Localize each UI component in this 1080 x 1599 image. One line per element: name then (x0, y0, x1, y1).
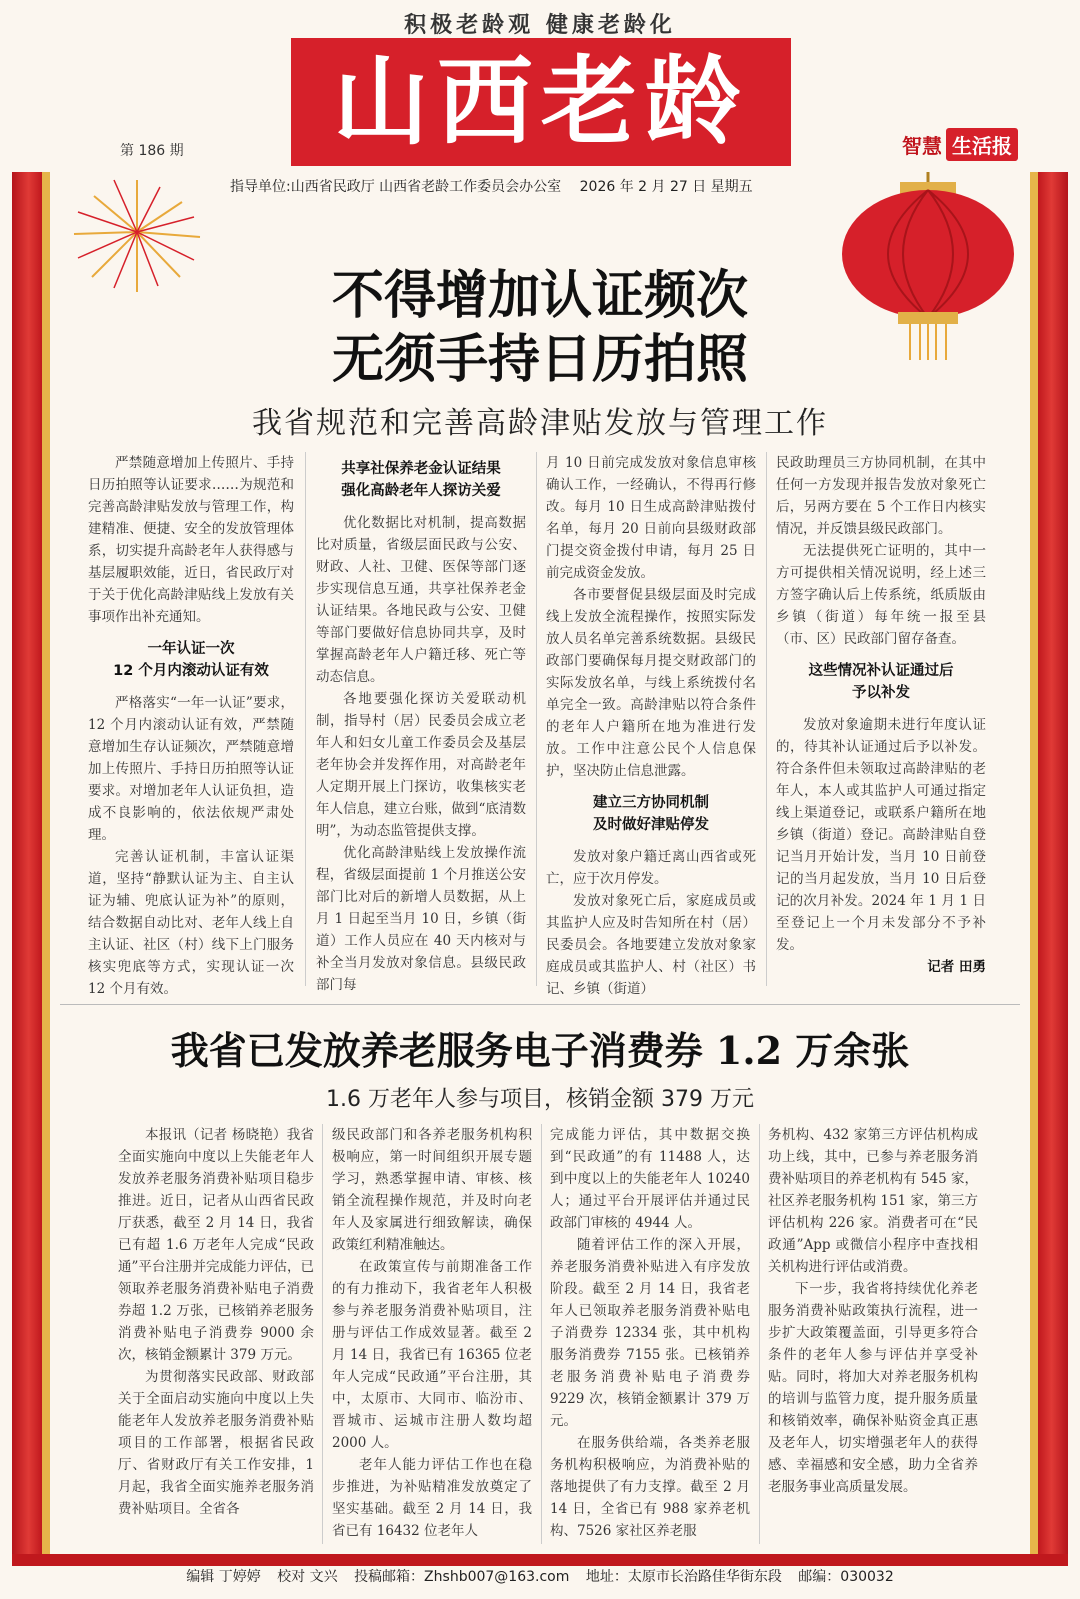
footer-address: 地址：太原市长治路佳华街东段 (585, 1569, 782, 1585)
frame-bottom (12, 1554, 1068, 1566)
frame-inner-right (1030, 172, 1038, 1562)
subheading: 一年认证一次 12 个月内滚动认证有效 (113, 641, 269, 679)
issue-number: 第 186 期 (120, 143, 184, 159)
article2-subtitle: 1.6 万老年人参与项目，核销金额 379 万元 (326, 1087, 754, 1112)
footer-proofreader: 校对 文兴 (277, 1569, 338, 1585)
paragraph: 完善认证机制，丰富认证渠道，坚持“静默认证为主、自主认证为辅、兜底认证为补”的原则，结合数据自动比对、老年人线上自主认证、社区（村）线下上门服务核实兜底等方式，实现认证一次 12 个月有效。 (88, 849, 294, 997)
column-divider (536, 452, 537, 986)
article2-column-1 (118, 1124, 314, 1520)
article2-column-4 (768, 1124, 978, 1498)
masthead-title-box (291, 38, 791, 166)
article1-column-3 (546, 452, 756, 1000)
article1-column-2 (316, 452, 526, 996)
paragraph: 严禁随意增加上传照片、手持日历拍照等认证要求……为规范和完善高龄津贴发放与管理工作，构建精准、便捷、安全的发放管理体系，切实提升高龄老年人获得感与基层履职效能，近日，省民政厅对于关于优化高龄津贴线上发放有关事项作出补充通知。 (88, 455, 294, 625)
sponsor-text: 指导单位:山西省民政厅 山西省老龄工作委员会办公室 (230, 179, 562, 195)
column-divider (322, 1124, 323, 1544)
paragraph: 优化高龄津贴线上发放操作流程，省级层面提前 1 个月推送公安部门比对后的新增人员数据，从上月 1 日起至当月 10 日，乡镇（街道）工作人员应在 40 天内核对与补全当月发放对象信息。县级民政部门每 (316, 845, 526, 993)
article1-subtitle: 我省规范和完善高龄津贴发放与管理工作 (252, 406, 828, 441)
brand-zhihui: 智慧 (902, 134, 942, 158)
paragraph: 各市要督促县级层面及时完成线上发放全流程操作，按照实际发放人员名单完善系统数据。县级民政部门要确保每月提交财政部门的实际发放名单，与线上系统拨付名单完全一致。高龄津贴以符合条件的老年人户籍所在地为准进行发放。工作中注意公民个人信息保护，坚决防止信息泄露。 (546, 587, 756, 779)
paragraph: 在服务供给端，各类养老服务机构积极响应，为消费补贴的落地提供了有力支撑。截至 2 月 14 日，全省已有 988 家养老机构、7526 家社区养老服 (550, 1435, 750, 1539)
info-line (230, 176, 767, 196)
paragraph: 随着评估工作的深入开展，养老服务消费补贴进入有序发放阶段。截至 2 月 14 日，我省老年人已领取养老服务消费补贴电子消费券 12334 张，其中机构服务消费券 7155 张。已核销养老服务消费补贴电子消费券 9229 次，核销金额累计 379 万元。 (550, 1237, 750, 1429)
paragraph: 民政助理员三方协同机制，在其中任何一方发现并报告发放对象死亡后，另两方要在 5 个工作日内核实情况，并反馈县级民政部门。 (776, 455, 986, 537)
paragraph: 老年人能力评估工作也在稳步推进，为补贴精准发放奠定了坚实基础。截至 2 月 14 日，我省已有 16432 位老年人 (332, 1457, 532, 1539)
article1-column-4 (776, 452, 986, 978)
article2-column-2 (332, 1124, 532, 1542)
column-divider (305, 452, 306, 986)
newspaper-title: 山西老龄 (333, 45, 749, 158)
section-divider (60, 1004, 1020, 1005)
article2-column-3 (550, 1124, 750, 1542)
subheading: 这些情况补认证通过后 予以补发 (808, 663, 954, 701)
column-divider (541, 1124, 542, 1544)
paragraph: 各地要强化探访关爱联动机制，指导村（居）民委员会成立老年人和妇女儿童工作委员会及基层老年协会并发挥作用，对高龄老年人定期开展上门探访，收集核实老年人信息，建立台账，做到“底清数明”，为动态监管提供支撑。 (316, 691, 526, 839)
paragraph: 发放对象户籍迁离山西省或死亡，应于次月停发。 (546, 849, 756, 887)
masthead-slogan: 积极老龄观 健康老龄化 (404, 12, 676, 38)
footer (0, 1566, 1080, 1586)
article1-column-1 (88, 452, 294, 1000)
paragraph: 严格落实“一年一认证”要求，12 个月内滚动认证有效，严禁随意增加生存认证频次，严禁随意增加上传照片、手持日历拍照等认证要求。对增加老年人认证负担，造成不良影响的，依法依规严肃处理。 (88, 695, 294, 843)
subheading: 建立三方协同机制 及时做好津贴停发 (593, 795, 709, 833)
paragraph: 为贯彻落实民政部、财政部关于全面启动实施向中度以上失能老年人发放养老服务消费补贴项目的工作部署，根据省民政厅、省财政厅有关工作安排，1 月起，我省全面实施养老服务消费补贴项目。全省各 (118, 1369, 314, 1517)
issue-date: 2026 年 2 月 27 日 星期五 (579, 179, 753, 195)
paragraph: 在政策宣传与前期准备工作的有力推动下，我省老年人积极参与养老服务消费补贴项目，注册与评估工作成效显著。截至 2 月 14 日，我省已有 16365 位老年人完成“民政通”平台注册，其中，太原市、大同市、临汾市、晋城市、运城市注册人数均超 2000 人。 (332, 1259, 532, 1451)
paragraph: 本报讯（记者 杨晓艳）我省全面实施向中度以上失能老年人发放养老服务消费补贴项目稳步推进。近日，记者从山西省民政厅获悉，截至 2 月 14 日，我省已有超 1.6 万老年人完成“民政通”平台注册并完成能力评估，已领取养老服务消费补贴电子消费券超 1.2 万张，已核销养老服务消费补贴电子消费券 9000 余次，核销金额累计 379 万元。 (118, 1127, 314, 1363)
paragraph: 下一步，我省将持续优化养老服务消费补贴政策执行流程，进一步扩大政策覆盖面，引导更多符合条件的老年人参与评估并享受补贴。同时，将加大对养老服务机构的培训与监管力度，提升服务质量和核销效率，确保补贴资金真正惠及老年人，切实增强老年人的获得感、幸福感和安全感，助力全省养老服务事业高质量发展。 (768, 1281, 978, 1495)
footer-email: 投稿邮箱：Zhshb007@163.com (354, 1569, 570, 1585)
paragraph: 务机构、432 家第三方评估机构成功上线，其中，已参与养老服务消费补贴项目的养老机构有 545 家，社区养老服务机构 151 家，第三方评估机构 226 家。消费者可在“民政通”App 或微信小程序中查找相关机构进行评估或消费。 (768, 1127, 978, 1275)
brand-logo (902, 128, 1018, 161)
brand-shenghuobao: 生活报 (946, 128, 1018, 161)
frame-right (1038, 172, 1068, 1562)
article1-title-line2: 无须手持日历拍照 (331, 329, 748, 390)
subheading: 共享社保养老金认证结果 强化高龄老年人探访关爱 (341, 461, 501, 499)
column-divider (759, 1124, 760, 1544)
paragraph: 发放对象逾期未进行年度认证的，待其补认证通过后予以补发。符合条件但未领取过高龄津贴的老年人，本人或其监护人可通过指定线上渠道登记，或联系户籍所在地乡镇（街道）登记。高龄津贴自登记当月开始计发，当月 10 日前登记的当月起发放，当月 10 日后登记的次月补发。2024 年 1 月 1 日至登记上一个月未发部分不予补发。 (776, 717, 986, 953)
paragraph: 发放对象死亡后，家庭成员或其监护人应及时告知所在村（居）民委员会。各地要建立发放对象家庭成员或其监护人、村（社区）书记、乡镇（街道） (546, 893, 756, 997)
paragraph: 无法提供死亡证明的，其中一方可提供相关情况说明，经上述三方签字确认后上传系统，纸质版由乡镇（街道）每年统一报至县（市、区）民政部门留存备查。 (776, 543, 986, 647)
paragraph: 优化数据比对机制，提高数据比对质量，省级层面民政与公安、财政、人社、卫健、医保等部门逐步实现信息互通，共享社保养老金认证结果。各地民政与公安、卫健等部门要做好信息协同共享，及时掌握高龄老年人户籍迁移、死亡等动态信息。 (316, 515, 526, 685)
article2-title: 我省已发放养老服务电子消费券 1.2 万余张 (170, 1028, 910, 1073)
footer-editor: 编辑 丁婷婷 (186, 1569, 261, 1585)
column-divider (766, 452, 767, 986)
footer-postcode: 邮编：030032 (798, 1569, 894, 1585)
paragraph: 月 10 日前完成发放对象信息审核确认工作，一经确认，不得再行修改。每月 10 日生成高龄津贴拨付名单，每月 20 日前向县级财政部门提交资金拨付申请，每月 25 日前完成资金发放。 (546, 455, 756, 581)
byline: 记者 田勇 (927, 959, 986, 975)
article1-title-line1: 不得增加认证频次 (331, 265, 748, 326)
frame-inner-left (42, 172, 50, 1562)
paragraph: 完成能力评估，其中数据交换到“民政通”的有 11488 人，达到中度以上的失能老年人 10240 人；通过平台开展评估并通过民政部门审核的 4944 人。 (550, 1127, 750, 1231)
frame-left (12, 172, 42, 1562)
paragraph: 级民政部门和各养老服务机构积极响应，第一时间组织开展专题学习，熟悉掌握申请、审核、核销全流程操作规范，并及时向老年人及家属进行细致解读，确保政策红利精准触达。 (332, 1127, 532, 1253)
